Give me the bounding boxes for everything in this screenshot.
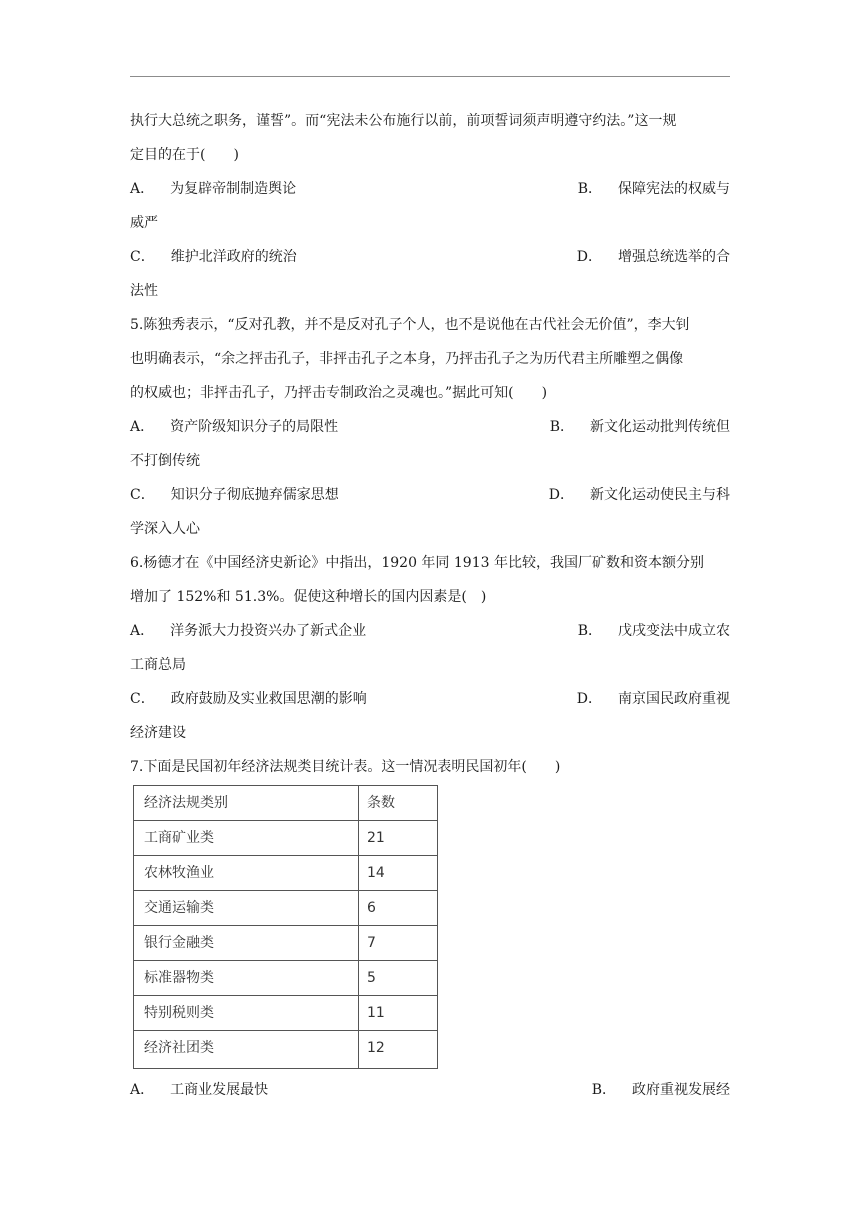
option-text: 南京国民政府重视 bbox=[618, 691, 730, 707]
q5-option-d[interactable] bbox=[549, 485, 730, 505]
table-cell-category: 特别税则类 bbox=[144, 1005, 214, 1021]
q4-option-a[interactable] bbox=[130, 179, 296, 199]
q4-stem-line2: 定目的在于( ) bbox=[130, 147, 239, 163]
option-letter: A． bbox=[130, 1082, 155, 1098]
table-row bbox=[134, 891, 437, 926]
table-row bbox=[134, 856, 437, 891]
q5-option-b[interactable] bbox=[550, 417, 730, 437]
table-cell-category: 标准器物类 bbox=[144, 970, 214, 986]
q6-option-d[interactable] bbox=[577, 689, 730, 709]
table-row bbox=[134, 926, 437, 961]
option-text: 政府重视发展经 bbox=[632, 1082, 730, 1098]
option-text: 新文化运动使民主与科 bbox=[590, 487, 730, 503]
q5-option-d-wrap: 学深入人心 bbox=[130, 521, 200, 537]
table-header-row bbox=[134, 786, 437, 821]
q5-option-c[interactable] bbox=[130, 485, 339, 505]
q5-stem-line1: 5.陈独秀表示，“反对孔教，并不是反对孔子个人，也不是说他在古代社会无价值”，李大钊 bbox=[130, 317, 690, 333]
q4-option-d-wrap: 法性 bbox=[130, 283, 158, 299]
q4-option-c[interactable] bbox=[130, 247, 297, 267]
table-cell-count: 21 bbox=[367, 830, 385, 846]
option-letter: D． bbox=[576, 249, 602, 265]
q4-option-d[interactable] bbox=[577, 247, 730, 267]
table-header-category: 经济法规类别 bbox=[144, 795, 228, 811]
option-letter: D． bbox=[548, 487, 574, 503]
q6-stem-line2: 增加了 152%和 51.3%。促使这种增长的国内因素是( ) bbox=[130, 589, 487, 605]
option-text: 增强总统选举的合 bbox=[618, 249, 730, 265]
option-text: 戊戌变法中成立农 bbox=[618, 623, 730, 639]
table-cell-count: 14 bbox=[367, 865, 385, 881]
option-text: 维护北洋政府的统治 bbox=[170, 249, 297, 265]
q6-stem-line1: 6.杨德才在《中国经济史新论》中指出，1920 年同 1913 年比较，我国厂矿数和资本额分别 bbox=[130, 555, 704, 571]
table-cell-count: 7 bbox=[367, 935, 376, 951]
table-cell-count: 5 bbox=[367, 970, 376, 986]
q6-option-a[interactable] bbox=[130, 621, 366, 641]
option-text: 知识分子彻底抛弃儒家思想 bbox=[170, 487, 339, 503]
option-letter: B． bbox=[577, 623, 602, 639]
option-letter: B． bbox=[577, 181, 602, 197]
table-cell-category: 农林牧渔业 bbox=[144, 865, 214, 881]
option-letter: A． bbox=[130, 419, 155, 435]
table-cell-category: 交通运输类 bbox=[144, 900, 214, 916]
table-row bbox=[134, 996, 437, 1031]
q4-stem-line1: 执行大总统之职务，谨誓”。而“宪法未公布施行以前，前项誓词须声明遵守约法。”这一规 bbox=[130, 113, 677, 129]
table-column-divider bbox=[358, 786, 359, 1068]
option-text: 保障宪法的权威与 bbox=[618, 181, 730, 197]
table-header-count: 条数 bbox=[367, 795, 395, 811]
option-text: 新文化运动批判传统但 bbox=[590, 419, 730, 435]
option-letter: A． bbox=[130, 623, 155, 639]
option-letter: B． bbox=[591, 1082, 616, 1098]
table-row bbox=[134, 1031, 437, 1068]
q6-option-c[interactable] bbox=[130, 689, 367, 709]
table-cell-category: 银行金融类 bbox=[144, 935, 214, 951]
header-rule bbox=[130, 76, 730, 77]
q5-stem-line3: 的权威也；非抨击孔子，乃抨击专制政治之灵魂也。”据此可知( ) bbox=[130, 385, 548, 401]
q7-option-a[interactable] bbox=[130, 1080, 268, 1100]
table-cell-category: 工商矿业类 bbox=[144, 830, 214, 846]
table-cell-count: 12 bbox=[367, 1040, 385, 1056]
option-letter: C． bbox=[130, 691, 155, 707]
table-cell-category: 经济社团类 bbox=[144, 1040, 214, 1056]
option-text: 资产阶级知识分子的局限性 bbox=[170, 419, 339, 435]
q7-stem-line1: 7.下面是民国初年经济法规类目统计表。这一情况表明民国初年( ) bbox=[130, 759, 561, 775]
table-cell-count: 11 bbox=[367, 1005, 385, 1021]
option-letter: C． bbox=[130, 487, 155, 503]
option-text: 政府鼓励及实业救国思潮的影响 bbox=[170, 691, 367, 707]
q6-option-d-wrap: 经济建设 bbox=[130, 725, 186, 741]
option-text: 洋务派大力投资兴办了新式企业 bbox=[170, 623, 367, 639]
option-letter: A． bbox=[130, 181, 155, 197]
table-row bbox=[134, 961, 437, 996]
q5-option-b-wrap: 不打倒传统 bbox=[130, 453, 200, 469]
economic-laws-table bbox=[133, 785, 438, 1069]
q4-option-b-wrap: 威严 bbox=[130, 215, 158, 231]
table-cell-count: 6 bbox=[367, 900, 376, 916]
table-row bbox=[134, 821, 437, 856]
q5-option-a[interactable] bbox=[130, 417, 338, 437]
option-letter: D． bbox=[576, 691, 602, 707]
q6-option-b-wrap: 工商总局 bbox=[130, 657, 186, 673]
option-letter: C． bbox=[130, 249, 155, 265]
q6-option-b[interactable] bbox=[578, 621, 730, 641]
q7-option-b[interactable] bbox=[592, 1080, 730, 1100]
q4-option-b[interactable] bbox=[578, 179, 730, 199]
option-letter: B． bbox=[549, 419, 574, 435]
q5-stem-line2: 也明确表示，“余之抨击孔子，非抨击孔子之本身，乃抨击孔子之为历代君主所雕塑之偶像 bbox=[130, 351, 684, 367]
option-text: 工商业发展最快 bbox=[170, 1082, 269, 1098]
option-text: 为复辟帝制制造舆论 bbox=[170, 181, 297, 197]
